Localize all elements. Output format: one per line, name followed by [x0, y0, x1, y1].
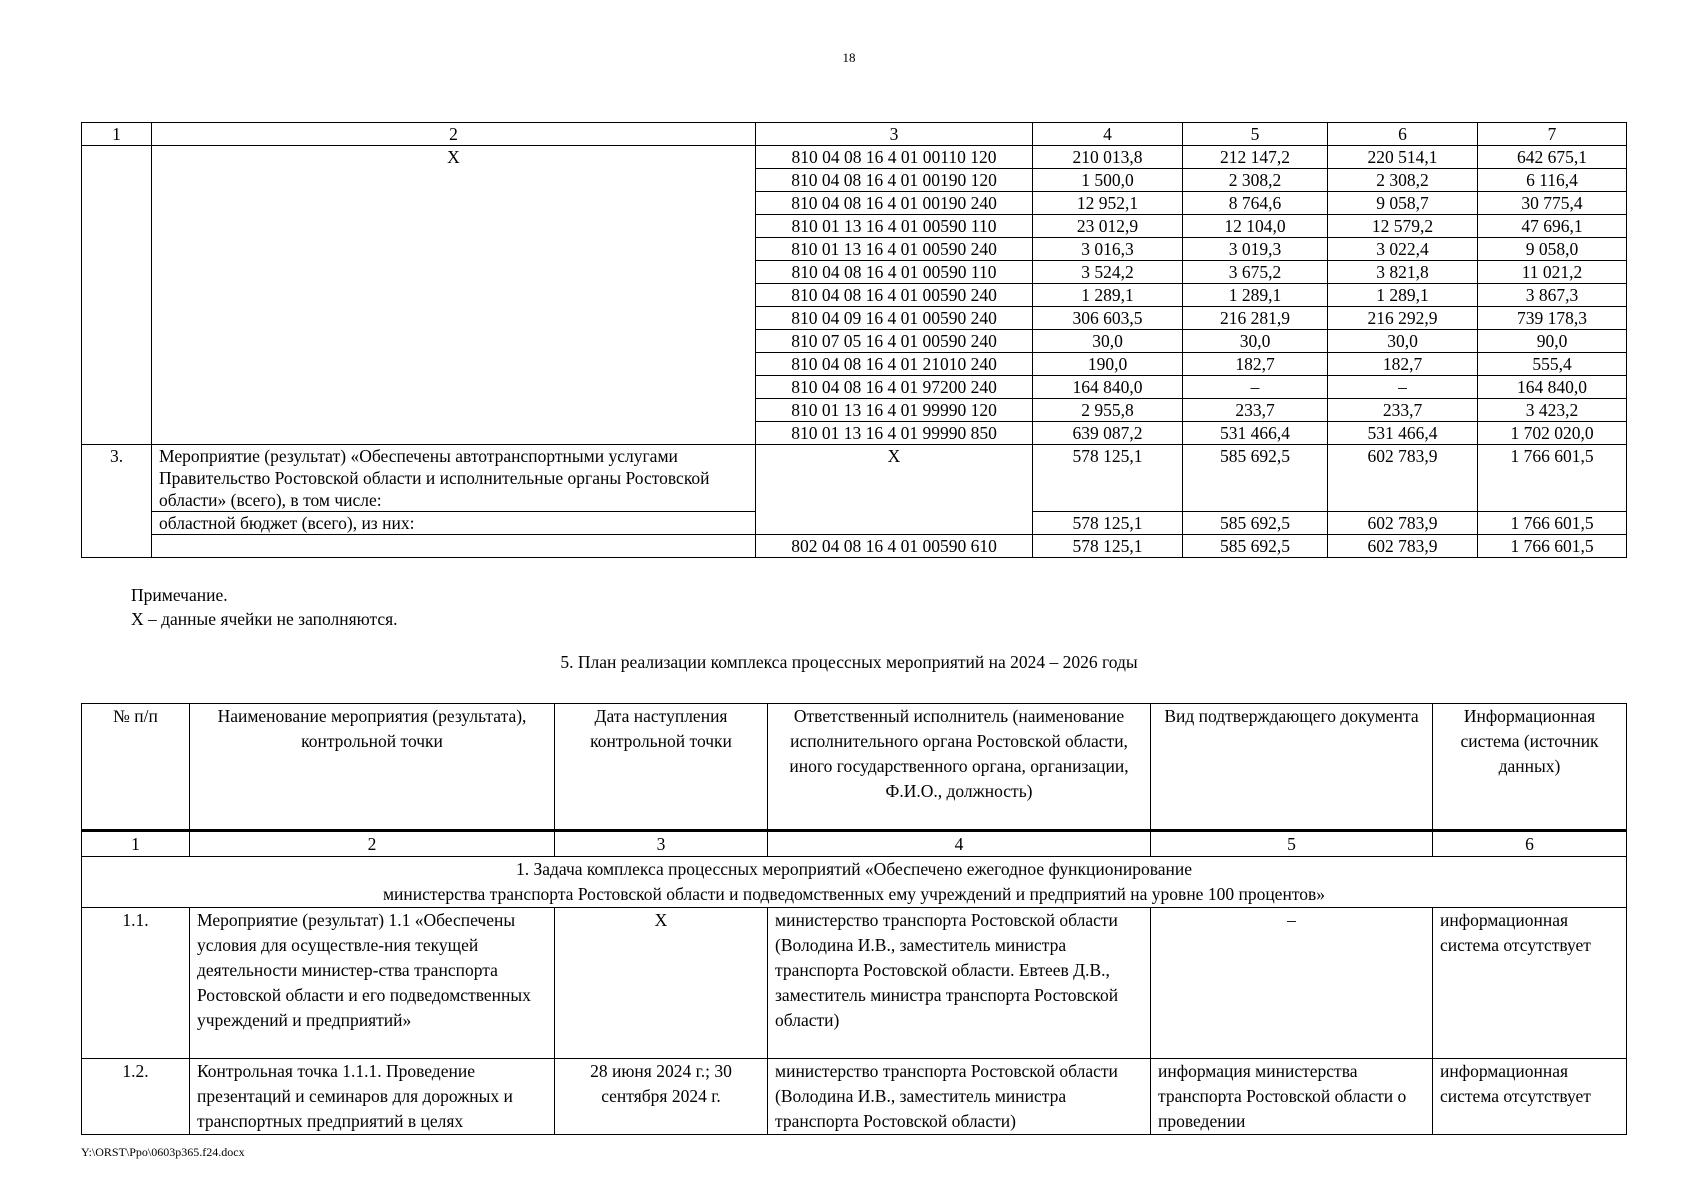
control-date: Х: [555, 908, 768, 1059]
section-title: 5. План реализации комплекса процессных мероприятий на 2024 – 2026 годы: [560, 652, 1138, 672]
budget-code: 810 01 13 16 4 01 99990 850: [756, 422, 1033, 445]
column-number: 2: [152, 123, 756, 146]
budget-code: 810 04 08 16 4 01 21010 240: [756, 353, 1033, 376]
row-number: 1.2.: [82, 1059, 190, 1135]
budget-code: 810 01 13 16 4 01 00590 240: [756, 238, 1033, 261]
budget-code: 810 04 08 16 4 01 00590 240: [756, 284, 1033, 307]
note-title: Примечание.: [131, 585, 228, 605]
value-total: 90,0: [1478, 330, 1627, 353]
x-mark-cell: X: [152, 146, 756, 445]
column-number: 6: [1328, 123, 1478, 146]
value-2024: 3 016,3: [1033, 238, 1183, 261]
value-2024: 1 500,0: [1033, 169, 1183, 192]
value-total: 9 058,0: [1478, 238, 1627, 261]
value-2024: 190,0: [1033, 353, 1183, 376]
value-2026: 9 058,7: [1328, 192, 1478, 215]
value-total: 47 696,1: [1478, 215, 1627, 238]
value-2026: 220 514,1: [1328, 146, 1478, 169]
empty-cell: [152, 535, 756, 558]
plan-table-header-row: [82, 704, 1627, 831]
header-name: Наименование мероприятия (результата), контрольной точки: [190, 704, 555, 831]
column-number: 3: [756, 123, 1033, 146]
value-total: 555,4: [1478, 353, 1627, 376]
value-total: 164 840,0: [1478, 376, 1627, 399]
value-2024: 12 952,1: [1033, 192, 1183, 215]
executor: министерство транспорта Ростовской области (Володина И.В., заместитель министра транспорта Ростовской области. Евтеев Д.В., заместитель министра транспорта Ростовской области): [768, 908, 1151, 1059]
value-2025: 3 019,3: [1183, 238, 1328, 261]
value-2025: 531 466,4: [1183, 422, 1328, 445]
column-number: 5: [1151, 831, 1433, 857]
value-total: 1 766 601,5: [1478, 512, 1627, 535]
value-2025: 1 289,1: [1183, 284, 1328, 307]
control-date: 28 июня 2024 г.; 30 сентября 2024 г.: [555, 1059, 768, 1135]
value-2025: –: [1183, 376, 1328, 399]
column-numbers-row: [82, 831, 1627, 857]
table-row: [82, 1059, 1627, 1135]
budget-code: 810 04 08 16 4 01 00110 120: [756, 146, 1033, 169]
column-number: 4: [768, 831, 1151, 857]
budget-code: 810 04 08 16 4 01 00590 110: [756, 261, 1033, 284]
budget-code: 810 07 05 16 4 01 00590 240: [756, 330, 1033, 353]
value-2024: 30,0: [1033, 330, 1183, 353]
value-total: 3 423,2: [1478, 399, 1627, 422]
value-2026: 233,7: [1328, 399, 1478, 422]
funding-table-header-row: [82, 123, 1627, 146]
value-total: 1 702 020,0: [1478, 422, 1627, 445]
value-2025: 3 675,2: [1183, 261, 1328, 284]
value-2026: 30,0: [1328, 330, 1478, 353]
table-row: [82, 146, 1627, 169]
table-row: [82, 535, 1627, 558]
value-2025: 585 692,5: [1183, 445, 1328, 512]
value-2024: 578 125,1: [1033, 445, 1183, 512]
value-2024: 3 524,2: [1033, 261, 1183, 284]
task-title: [82, 857, 1627, 908]
value-2026: 602 783,9: [1328, 512, 1478, 535]
header-document: Вид подтверждающего документа: [1151, 704, 1433, 831]
value-2025: 30,0: [1183, 330, 1328, 353]
value-2025: 585 692,5: [1183, 512, 1328, 535]
value-total: 642 675,1: [1478, 146, 1627, 169]
value-2025: 212 147,2: [1183, 146, 1328, 169]
value-2025: 8 764,6: [1183, 192, 1328, 215]
value-2025: 2 308,2: [1183, 169, 1328, 192]
value-2025: 216 281,9: [1183, 307, 1328, 330]
task-row: [82, 857, 1627, 908]
value-total: 3 867,3: [1478, 284, 1627, 307]
value-2024: 578 125,1: [1033, 512, 1183, 535]
value-total: 11 021,2: [1478, 261, 1627, 284]
information-system: информационная система отсутствует: [1433, 908, 1627, 1059]
column-number: 4: [1033, 123, 1183, 146]
activity-name: Мероприятие (результат) 1.1 «Обеспечены условия для осуществле-ния текущей деятельности министер-ства транспорта Ростовской области и его подведомственных учреждений и предприятий»: [190, 908, 555, 1059]
table-row: [82, 445, 1627, 512]
value-total: 30 775,4: [1478, 192, 1627, 215]
header-executor: Ответственный исполнитель (наименование исполнительного органа Ростовской области, иного государственного органа, организации, Ф.И.О., должность): [768, 704, 1151, 831]
row-number: 1.1.: [82, 908, 190, 1059]
value-2026: 602 783,9: [1328, 445, 1478, 512]
value-2026: 2 308,2: [1328, 169, 1478, 192]
column-number: 1: [82, 831, 190, 857]
column-number: 3: [555, 831, 768, 857]
value-2026: 3 821,8: [1328, 261, 1478, 284]
column-number: 2: [190, 831, 555, 857]
budget-code: 810 04 08 16 4 01 00190 240: [756, 192, 1033, 215]
budget-label: областной бюджет (всего), из них:: [152, 512, 756, 535]
value-total: 1 766 601,5: [1478, 445, 1627, 512]
value-total: 6 116,4: [1478, 169, 1627, 192]
empty-cell: [82, 146, 152, 445]
value-2026: 182,7: [1328, 353, 1478, 376]
column-number: 1: [82, 123, 152, 146]
activity-name: Контрольная точка 1.1.1. Проведение презентаций и семинаров для дорожных и транспортных предприятий в целях: [190, 1059, 555, 1135]
note-text: Х – данные ячейки не заполняются.: [131, 609, 398, 629]
task-title-line: министерства транспорта Ростовской области и подведомственных ему учреждений и предприятий на уровне 100 процентов»: [382, 884, 1325, 904]
value-2024: 23 012,9: [1033, 215, 1183, 238]
value-2025: 12 104,0: [1183, 215, 1328, 238]
column-number: 5: [1183, 123, 1328, 146]
value-2025: 182,7: [1183, 353, 1328, 376]
budget-code: 810 04 08 16 4 01 00190 120: [756, 169, 1033, 192]
value-2024: 306 603,5: [1033, 307, 1183, 330]
value-2026: 3 022,4: [1328, 238, 1478, 261]
budget-code: 810 01 13 16 4 01 99990 120: [756, 399, 1033, 422]
file-path: Y:\ORST\Ppo\0603p365.f24.docx: [81, 1145, 245, 1159]
document-type: информация министерства транспорта Ростовской области о проведении: [1151, 1059, 1433, 1135]
value-2024: 164 840,0: [1033, 376, 1183, 399]
column-number: 7: [1478, 123, 1627, 146]
value-2025: 585 692,5: [1183, 535, 1328, 558]
information-system: информационная система отсутствует: [1433, 1059, 1627, 1135]
value-2024: 1 289,1: [1033, 284, 1183, 307]
value-2024: 578 125,1: [1033, 535, 1183, 558]
task-title-line: 1. Задача комплекса процессных мероприятий «Обеспечено ежегодное функционирование: [515, 859, 1193, 879]
value-2026: 602 783,9: [1328, 535, 1478, 558]
value-total: 1 766 601,5: [1478, 535, 1627, 558]
row-number: 3.: [82, 445, 152, 558]
column-number: 6: [1433, 831, 1627, 857]
value-2026: 12 579,2: [1328, 215, 1478, 238]
budget-code: 810 04 09 16 4 01 00590 240: [756, 307, 1033, 330]
budget-code: 810 04 08 16 4 01 97200 240: [756, 376, 1033, 399]
value-total: 739 178,3: [1478, 307, 1627, 330]
value-2024: 639 087,2: [1033, 422, 1183, 445]
value-2024: 2 955,8: [1033, 399, 1183, 422]
budget-code: X: [756, 445, 1033, 535]
executor: министерство транспорта Ростовской области (Володина И.В., заместитель министра транспорта Ростовской области): [768, 1059, 1151, 1135]
header-number: № п/п: [82, 704, 190, 831]
budget-code: 802 04 08 16 4 01 00590 610: [756, 535, 1033, 558]
page-number: 18: [842, 50, 856, 65]
activity-name: Мероприятие (результат) «Обеспечены автотранспортными услугами Правительство Ростовской области и исполнительные органы Ростовской области» (всего), в том числе:: [152, 445, 756, 512]
document-type: –: [1151, 908, 1433, 1059]
value-2026: 216 292,9: [1328, 307, 1478, 330]
funding-table: [81, 122, 1627, 558]
table-row: [82, 908, 1627, 1059]
value-2024: 210 013,8: [1033, 146, 1183, 169]
value-2026: 1 289,1: [1328, 284, 1478, 307]
header-date: Дата наступления контрольной точки: [555, 704, 768, 831]
budget-code: 810 01 13 16 4 01 00590 110: [756, 215, 1033, 238]
plan-table: [81, 703, 1627, 1135]
value-2026: –: [1328, 376, 1478, 399]
value-2025: 233,7: [1183, 399, 1328, 422]
value-2026: 531 466,4: [1328, 422, 1478, 445]
header-system: Информационная система (источник данных): [1433, 704, 1627, 831]
note: [131, 583, 398, 631]
